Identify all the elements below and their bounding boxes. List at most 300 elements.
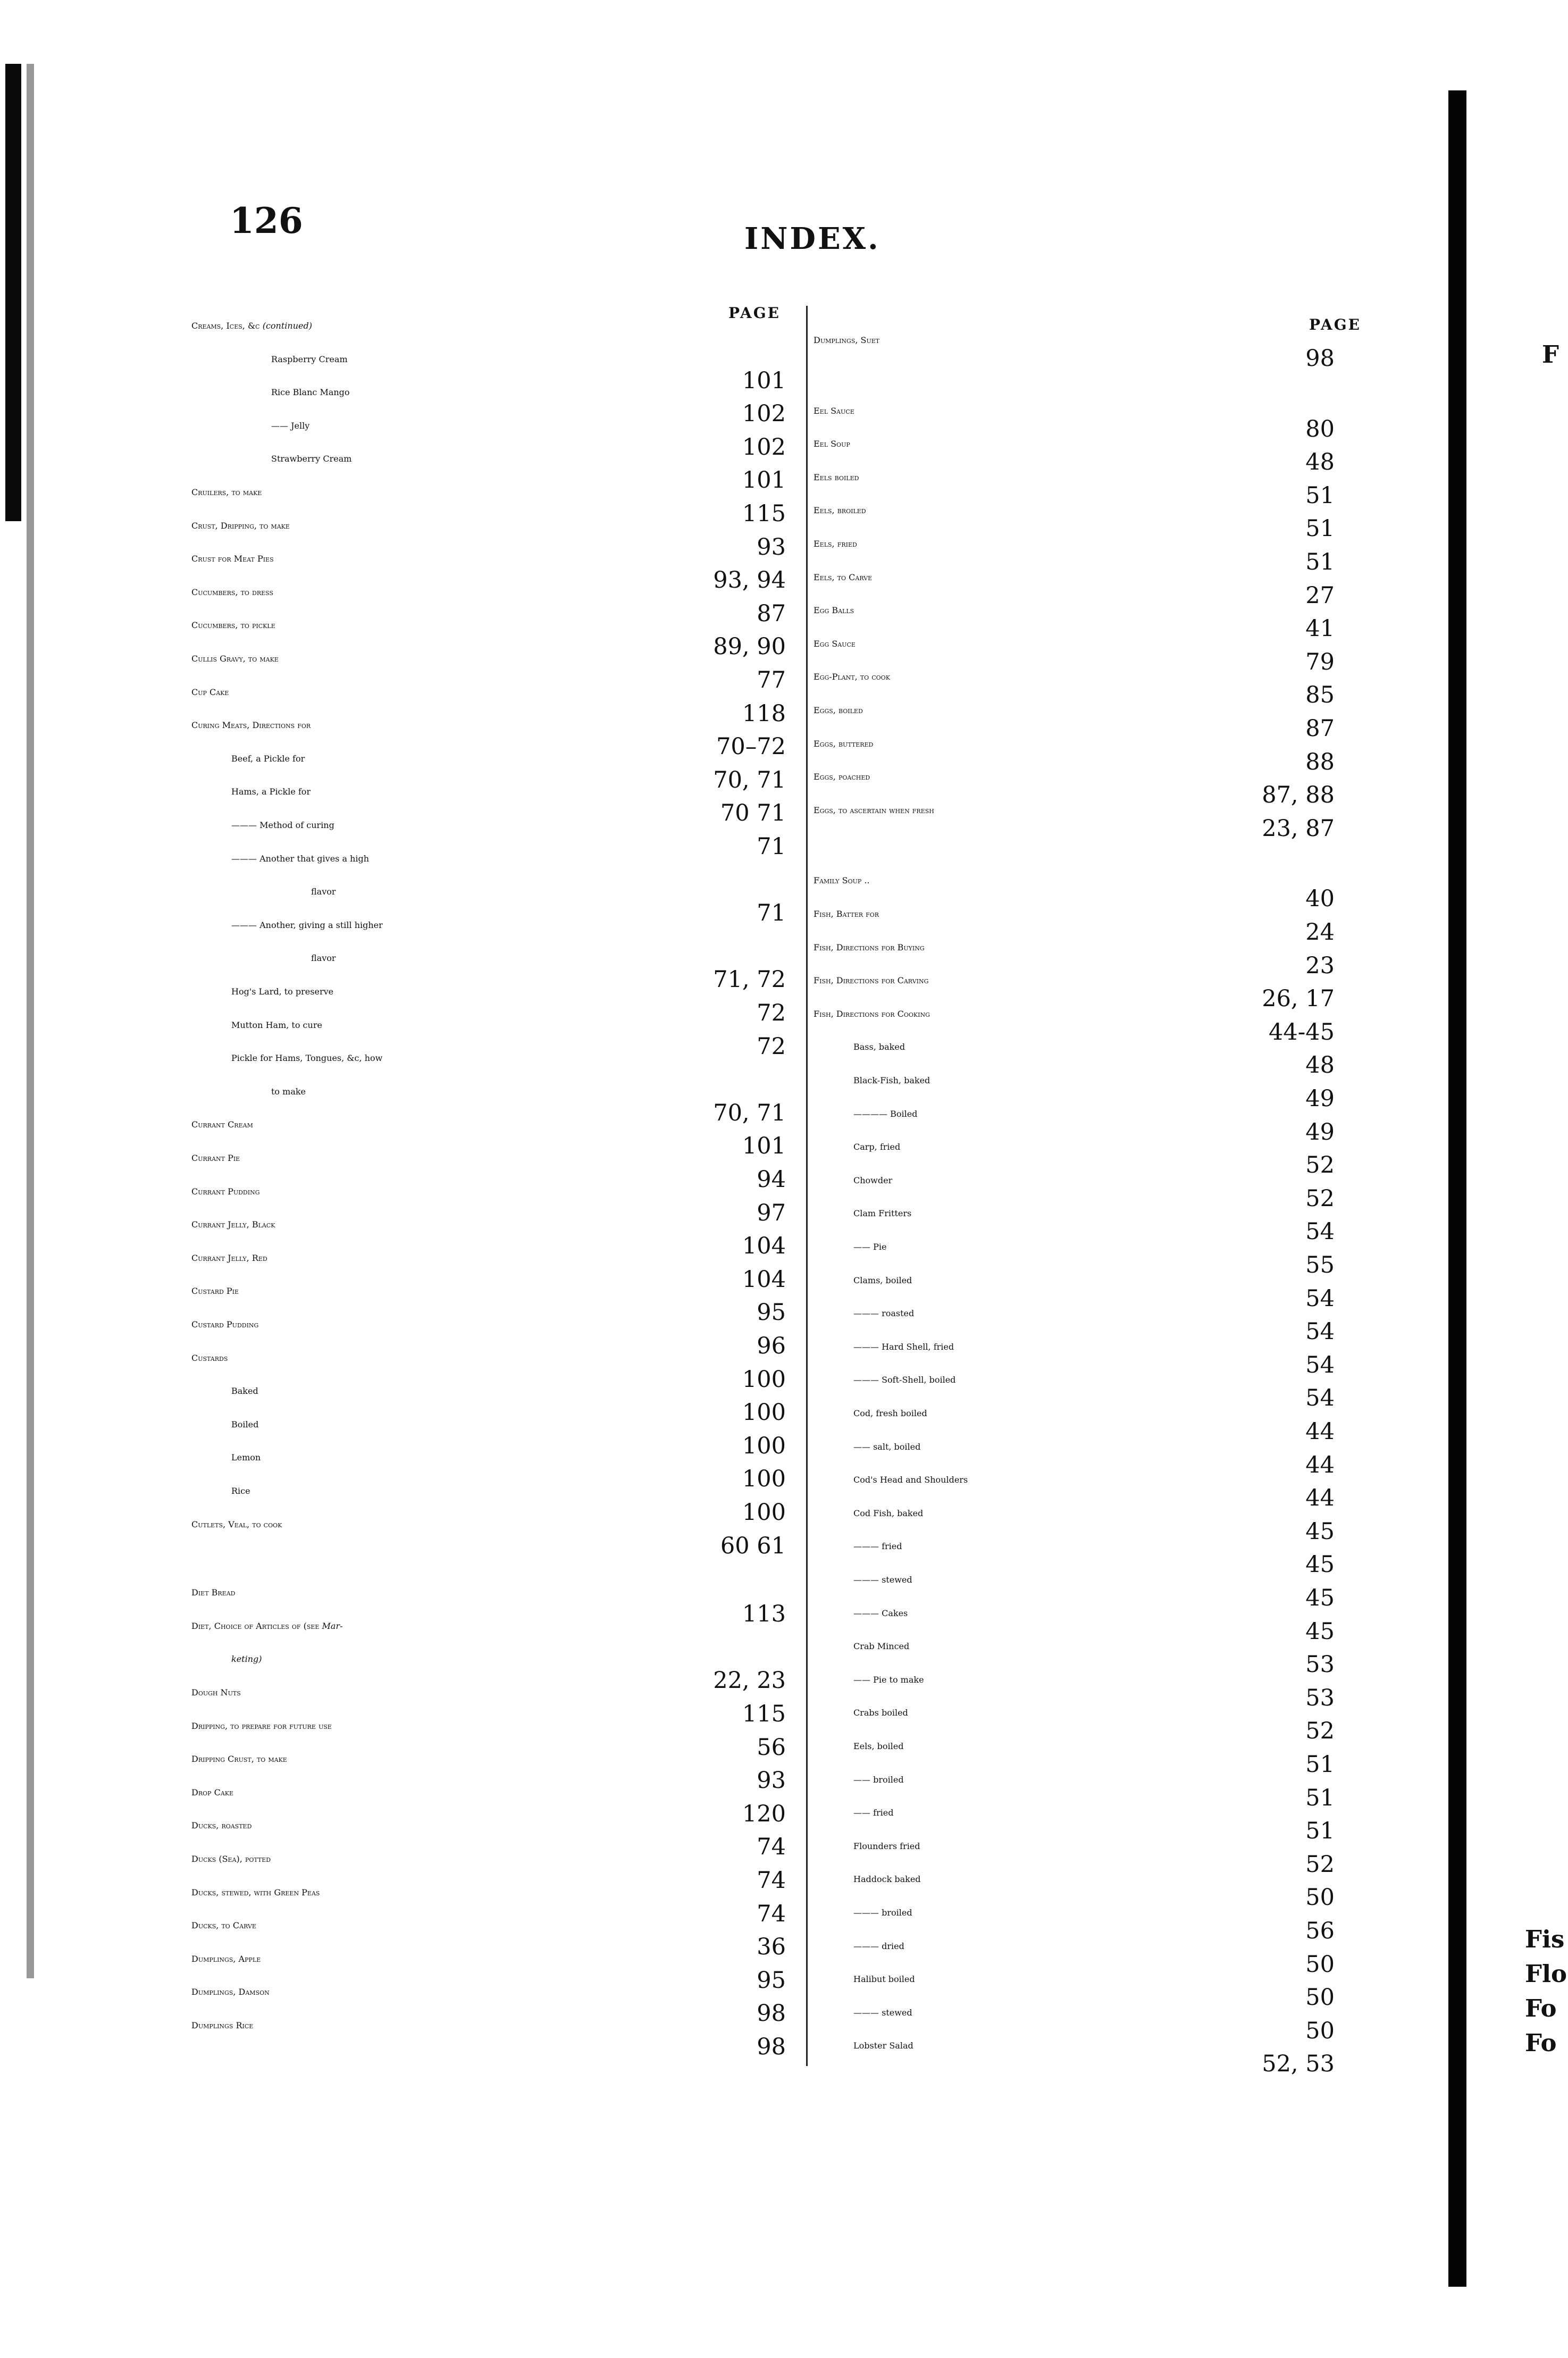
index-entry-page: 118 (742, 700, 786, 727)
index-entry (231, 1487, 250, 1496)
index-entry-page: 52 (1305, 1185, 1335, 1212)
index-entry-page: 48 (1305, 449, 1335, 476)
index-entry-page: 87, 88 (1262, 782, 1335, 809)
index-entry (853, 1942, 904, 1951)
index-entry-page: 102 (742, 400, 786, 428)
index-entry-text: Crabs boiled (853, 1708, 908, 1718)
index-entry-text: Eels boiled (814, 472, 859, 482)
index-entry-page: 94 (757, 1166, 786, 1193)
index-entry-page: 100 (742, 1366, 786, 1393)
index-entry-text: Hog's Lard, to preserve (231, 986, 334, 997)
index-entry-page: 71 (757, 833, 786, 860)
index-entry (853, 1642, 909, 1651)
index-entry-page: 104 (742, 1233, 786, 1260)
index-entry-text: Dripping Crust, to make (191, 1754, 287, 1765)
index-entry-text: flavor (311, 953, 336, 964)
index-entry (191, 322, 312, 331)
index-entry-text: Eel Soup (814, 439, 850, 449)
index-entry (191, 1520, 282, 1529)
index-entry (271, 455, 351, 464)
index-entry-text: Curing Meats, Directions for (191, 720, 311, 731)
next-page-edge-fragment-3: Fo (1525, 1994, 1557, 2022)
page-edge-shadow-left-faint (27, 64, 34, 1978)
index-entry (191, 1921, 256, 1930)
index-entry-text: Eggs, boiled (814, 705, 863, 715)
index-entry (814, 440, 850, 449)
index-entry-page: 23 (1305, 952, 1335, 979)
index-entry-page: 54 (1305, 1318, 1335, 1345)
index-entry-text: ——— dried (853, 1941, 904, 1951)
index-entry-text: ——— Another that gives a high (231, 853, 370, 864)
index-entry (311, 954, 336, 963)
index-entry-text: Eggs, buttered (814, 738, 874, 749)
index-entry-text: Eels, fried (814, 539, 857, 549)
index-entry-text: Diet Bread (191, 1587, 236, 1598)
index-entry (191, 588, 273, 597)
index-entry (191, 1154, 240, 1163)
index-entry-page: 53 (1305, 1684, 1335, 1711)
index-entry (191, 1121, 253, 1130)
index-entry-page: 52 (1305, 1152, 1335, 1179)
index-entry-text: Diet, Choice of Articles of (see (191, 1620, 320, 1631)
index-entry-text: Cod, fresh boiled (853, 1408, 927, 1418)
index-entry-text: Ducks (Sea), potted (191, 1854, 271, 1864)
index-entry (853, 1742, 903, 1751)
index-entry-text: Haddock baked (853, 1874, 921, 1885)
index-entry-page: 71 (757, 900, 786, 927)
index-entry-page: 100 (742, 1399, 786, 1426)
index-entry-text: flavor (311, 887, 336, 897)
index-entry-text: —— Pie (853, 1242, 887, 1252)
index-entry-page: 70, 71 (713, 766, 786, 793)
index-entry-page: 87 (1305, 715, 1335, 742)
column-1-page-label: PAGE (728, 304, 781, 322)
index-entry (191, 1354, 228, 1363)
index-entry (231, 755, 305, 764)
index-entry-page: 45 (1305, 1585, 1335, 1611)
index-entry-page: 45 (1305, 1551, 1335, 1578)
index-entry-page: 79 (1305, 648, 1335, 675)
index-entry-text: ——— Method of curing (231, 820, 334, 830)
index-entry-page: 74 (757, 1867, 786, 1894)
index-entry-text: Crust, Dripping, to make (191, 520, 290, 531)
index-entry (191, 2021, 253, 2030)
index-entry (853, 1076, 930, 1085)
index-entry-page: 100 (742, 1432, 786, 1459)
index-entry-page: 51 (1305, 482, 1335, 509)
index-entry-text: Cod's Head and Shoulders (853, 1475, 968, 1485)
index-entry-page: 49 (1305, 1085, 1335, 1112)
index-entry-text: Family Soup .. (814, 875, 870, 886)
index-entry-page: 102 (742, 433, 786, 461)
index-entry-text: Egg Sauce (814, 638, 856, 649)
index-entry (231, 1054, 382, 1063)
index-entry-text: Crab Minced (853, 1641, 910, 1652)
index-entry (191, 1622, 343, 1631)
index-entry-page: 52 (1305, 1851, 1335, 1878)
index-entry-text: Creams, Ices, &c (191, 321, 260, 331)
index-entry-page: 89, 90 (713, 633, 786, 660)
index-entry (191, 1821, 251, 1830)
index-entry-page: 54 (1305, 1218, 1335, 1245)
index-entry-page: 23, 87 (1262, 815, 1335, 842)
index-entry (814, 806, 934, 815)
page-edge-shadow-left (5, 64, 21, 521)
index-entry-text: Rice (231, 1486, 250, 1496)
index-entry (231, 821, 334, 830)
next-page-edge-letter: F (1542, 340, 1559, 369)
index-entry-page: 95 (757, 1967, 786, 1994)
index-entry-text: Baked (231, 1386, 258, 1397)
index-entry-page: 41 (1305, 615, 1335, 642)
index-entry-page: 44 (1305, 1451, 1335, 1478)
index-entry (853, 1975, 915, 1984)
index-entry-text: Eggs, poached (814, 772, 870, 782)
index-entry (271, 355, 348, 364)
index-entry-text: Flounders fried (853, 1841, 920, 1851)
index-entry (853, 1443, 920, 1452)
index-entry-text: —— Jelly (271, 420, 310, 431)
index-entry (191, 522, 290, 531)
index-entry-page: 45 (1305, 1618, 1335, 1645)
index-entry (271, 388, 350, 397)
index-entry-text: Bass, baked (853, 1042, 905, 1052)
index-entry-text: Chowder (853, 1175, 893, 1185)
index-entry-text: Eels, to Carve (814, 572, 873, 582)
index-entry-text: Beef, a Pickle for (231, 753, 305, 764)
index-entry-text: Black-Fish, baked (853, 1075, 930, 1085)
index-entry-page: 72 (757, 1033, 786, 1060)
index-entry (853, 1576, 912, 1585)
index-entry (191, 488, 262, 497)
index-entry-page: 96 (757, 1333, 786, 1359)
index-entry (853, 1709, 908, 1718)
index-entry (191, 1855, 271, 1864)
index-entry (191, 1320, 258, 1329)
index-entry (814, 506, 866, 515)
index-entry (853, 2009, 912, 2018)
index-entry (231, 1021, 322, 1030)
index-entry (853, 1909, 912, 1918)
index-entry-text: Clams, boiled (853, 1275, 912, 1285)
index-entry-text: ——— stewed (853, 2007, 912, 2018)
index-entry-text: ——— Hard Shell, fried (853, 1341, 954, 1352)
index-entry (191, 1755, 287, 1764)
index-entry (853, 1143, 900, 1152)
index-entry (231, 788, 311, 797)
index-entry-page: 70 71 (720, 800, 786, 827)
index-entry-text: Fish, Directions for Cooking (814, 1008, 930, 1019)
index-entry-page: 120 (742, 1800, 786, 1827)
index-entry-text: Custards (191, 1352, 228, 1363)
index-entry (853, 1343, 954, 1352)
index-entry (271, 422, 309, 431)
index-entry (191, 1688, 241, 1698)
index-entry-text: Dumplings, Damson (191, 1987, 270, 1997)
index-entry-text: Dumplings, Suet (814, 335, 880, 345)
index-entry-page: 74 (757, 1834, 786, 1861)
index-entry (191, 1588, 235, 1598)
index-entry (853, 1243, 886, 1252)
index-entry (191, 1988, 270, 1997)
index-entry (853, 1842, 920, 1851)
index-entry-page: 44 (1305, 1485, 1335, 1512)
index-entry-page: 71, 72 (713, 966, 786, 993)
index-entry-text: Clam Fritters (853, 1208, 912, 1219)
index-entry-page: 51 (1305, 515, 1335, 542)
index-entry-page: 70–72 (716, 733, 786, 760)
index-entry-page: 48 (1305, 1052, 1335, 1079)
index-entry (814, 976, 928, 985)
index-entry-page: 54 (1305, 1285, 1335, 1312)
index-entry-text: Strawberry Cream (271, 454, 352, 464)
index-entry (853, 1542, 902, 1551)
index-entry-text: Currant Cream (191, 1119, 253, 1130)
index-entry-text: Eel Sauce (814, 405, 854, 416)
index-entry-page: 51 (1305, 549, 1335, 575)
index-entry-text: ——— Soft-Shell, boiled (853, 1375, 956, 1385)
index-entry-text: Dough Nuts (191, 1687, 241, 1698)
index-entry-text: Dripping, to prepare for future use (191, 1720, 332, 1731)
page-number: 126 (230, 200, 303, 241)
index-entry-text: Dumplings, Apple (191, 1953, 261, 1964)
index-entry-page: 72 (757, 1000, 786, 1026)
index-entry-page: 101 (742, 367, 786, 394)
index-entry-page: 85 (1305, 682, 1335, 709)
index-entry-page: 113 (742, 1601, 786, 1628)
index-entry-text: Halibut boiled (853, 1974, 915, 1985)
index-entry (853, 1509, 923, 1518)
index-entry-page: 22, 23 (713, 1667, 786, 1694)
index-entry-page: 115 (742, 500, 786, 527)
index-entry-page: 74 (757, 1900, 786, 1927)
index-entry-page: 93 (757, 1767, 786, 1794)
index-entry-text: Fish, Directions for Carving (814, 975, 929, 986)
index-entry-page: 54 (1305, 1351, 1335, 1378)
index-entry-text: Pickle for Hams, Tongues, &c, how (231, 1053, 383, 1064)
index-entry-text: Currant Jelly, Red (191, 1252, 267, 1263)
index-entry-text: Eels, broiled (814, 505, 866, 516)
index-entry (311, 888, 336, 897)
index-entry-text: ——— roasted (853, 1308, 915, 1319)
index-entry-text: Crust for Meat Pies (191, 554, 274, 564)
index-entry (231, 921, 383, 930)
index-entry (231, 1387, 258, 1396)
index-entry-page: 27 (1305, 582, 1335, 609)
index-entry-page: 52 (1305, 1718, 1335, 1745)
index-entry-text: —— broiled (853, 1774, 904, 1785)
index-entry-text: Cruilers, to make (191, 487, 262, 497)
index-entry-page: 101 (742, 467, 786, 494)
index-entry (814, 540, 857, 549)
index-entry (271, 1088, 306, 1097)
index-entry (191, 1955, 261, 1964)
index-entry-page: 97 (757, 1199, 786, 1226)
index-entry (853, 1176, 892, 1185)
index-entry-text: ——— broiled (853, 1908, 912, 1918)
index-entry-page: 26, 17 (1262, 985, 1335, 1013)
index-entry (853, 1043, 905, 1052)
index-entry-text: Cucumbers, to dress (191, 587, 274, 597)
index-entry-page: 98 (757, 2034, 786, 2060)
index-entry-page: 51 (1305, 1818, 1335, 1845)
index-entry (853, 2042, 913, 2051)
next-page-edge-fragment-2: Flo (1525, 1960, 1567, 1988)
index-entry-page: 54 (1305, 1385, 1335, 1412)
index-entry-page: 51 (1305, 1784, 1335, 1811)
index-entry-italic-note: (continued) (259, 321, 312, 331)
index-entry (191, 1220, 275, 1230)
index-entry-page: 100 (742, 1499, 786, 1526)
index-entry-text: ——— Another, giving a still higher (231, 919, 383, 930)
index-entry-text: Dumplings Rice (191, 2020, 254, 2030)
index-entry (191, 555, 274, 564)
index-entry-page: 88 (1305, 748, 1335, 775)
index-entry-text: Cod Fish, baked (853, 1508, 924, 1518)
index-entry-text: Ducks, to Carve (191, 1920, 256, 1931)
index-entry (231, 1453, 261, 1462)
index-entry (814, 640, 856, 649)
index-entry-page: 98 (1305, 345, 1335, 372)
index-entry (853, 1209, 911, 1218)
index-entry (191, 1722, 332, 1731)
column-2-page-label: PAGE (1309, 316, 1361, 333)
index-entry-text: Ducks, roasted (191, 1820, 252, 1831)
index-entry-page: 50 (1305, 1984, 1335, 2011)
index-entry-page: 104 (742, 1266, 786, 1293)
index-entry-text: Hams, a Pickle for (231, 787, 311, 797)
index-entry-text: Custard Pie (191, 1286, 239, 1297)
index-entry-text: Cullis Gravy, to make (191, 654, 279, 664)
index-entry-text: Rice Blanc Mango (271, 387, 350, 398)
index-entry (814, 336, 879, 345)
index-entry-page: 56 (757, 1734, 786, 1761)
index-entry (814, 740, 873, 749)
index-entry-text: —— Pie to make (853, 1674, 924, 1685)
index-entry-text: keting) (231, 1654, 262, 1665)
index-entry-text: Lemon (231, 1452, 261, 1463)
index-entry (231, 855, 369, 864)
index-entry-page: 77 (757, 667, 786, 693)
index-entry-text: Eels, boiled (853, 1741, 904, 1751)
index-entry (814, 1010, 930, 1019)
index-entry-page: 36 (757, 1934, 786, 1961)
index-entry-page: 87 (757, 600, 786, 627)
index-entry-page: 100 (742, 1466, 786, 1493)
index-entry-text: Currant Jelly, Black (191, 1219, 275, 1230)
index-entry-page: 70, 71 (713, 1099, 786, 1126)
index-entry (853, 1476, 968, 1485)
next-page-edge-fragment-4: Fo (1525, 2029, 1557, 2057)
index-entry-page: 49 (1305, 1118, 1335, 1145)
index-entry (191, 1287, 239, 1296)
index-entry (853, 1809, 893, 1818)
index-entry-text: Cucumbers, to pickle (191, 620, 275, 631)
index-entry (814, 876, 870, 885)
index-entry-text: Lobster Salad (853, 2041, 913, 2051)
index-entry (814, 673, 890, 682)
index-entry (191, 1888, 320, 1897)
index-entry-text: Fish, Directions for Buying (814, 942, 925, 952)
index-entry (853, 1309, 914, 1318)
index-entry-text: Eggs, to ascertain when fresh (814, 805, 934, 815)
index-entry (853, 1376, 955, 1385)
index-entry-text: —— fried (853, 1808, 894, 1818)
index-entry (853, 1609, 908, 1618)
index-entry-page: 95 (757, 1299, 786, 1326)
index-entry-page: 44 (1305, 1418, 1335, 1445)
index-entry (231, 1655, 262, 1664)
page-title: INDEX. (744, 221, 881, 256)
index-entry (853, 1776, 904, 1785)
index-entry-text: ——— fried (853, 1541, 902, 1552)
index-entry (814, 943, 925, 952)
index-entry (191, 688, 229, 697)
index-entry-text: ———— Boiled (853, 1108, 918, 1119)
index-entry (814, 910, 879, 919)
index-entry-text: Raspberry Cream (271, 354, 348, 364)
index-entry (853, 1875, 921, 1884)
index-entry-text: Mutton Ham, to cure (231, 1019, 322, 1030)
index-entry-italic-note: Mar- (319, 1620, 343, 1631)
index-entry (814, 773, 870, 782)
index-entry-page: 98 (757, 2000, 786, 2027)
index-entry-page: 50 (1305, 1951, 1335, 1978)
index-entry-text: ——— Cakes (853, 1608, 908, 1618)
index-entry (814, 573, 872, 582)
index-entry (191, 1254, 267, 1263)
index-entry (853, 1676, 924, 1685)
index-entry (814, 706, 863, 715)
index-entry-text: Cutlets, Veal, to cook (191, 1519, 282, 1529)
index-entry-text: Ducks, stewed, with Green Peas (191, 1887, 320, 1897)
index-entry-page: 56 (1305, 1918, 1335, 1944)
index-entry (231, 1420, 258, 1429)
column-divider (806, 306, 808, 2066)
index-entry (191, 655, 279, 664)
index-entry (191, 1788, 233, 1797)
index-entry-page: 60 61 (720, 1532, 786, 1559)
index-entry (814, 606, 854, 615)
index-entry-text: to make (271, 1086, 306, 1097)
next-page-edge-fragment-1: Fis (1525, 1925, 1565, 1953)
index-entry (853, 1276, 912, 1285)
index-entry-text: Fish, Batter for (814, 909, 879, 919)
index-entry-text: Carp, fried (853, 1142, 901, 1152)
index-entry-page: 50 (1305, 1884, 1335, 1911)
index-entry-text: ——— stewed (853, 1575, 912, 1585)
page-gutter-shadow-right (1448, 90, 1466, 2287)
index-entry-text: Egg Balls (814, 605, 854, 616)
index-entry-text: Currant Pudding (191, 1186, 260, 1197)
index-entry-page: 80 (1305, 415, 1335, 442)
index-entry (814, 407, 854, 416)
index-entry-page: 44-45 (1269, 1018, 1335, 1046)
index-entry-page: 45 (1305, 1518, 1335, 1545)
index-entry-text: Boiled (231, 1419, 259, 1429)
index-entry-text: Currant Pie (191, 1153, 240, 1163)
index-entry (853, 1409, 927, 1418)
index-entry-text: Cup Cake (191, 687, 229, 697)
index-entry-page: 101 (742, 1133, 786, 1160)
index-entry (191, 721, 311, 730)
index-entry-page: 93, 94 (713, 567, 786, 594)
index-entry (191, 1188, 260, 1197)
index-entry-page: 115 (742, 1701, 786, 1727)
index-entry-page: 53 (1305, 1651, 1335, 1678)
index-entry (853, 1110, 917, 1119)
index-entry-page: 24 (1305, 919, 1335, 946)
